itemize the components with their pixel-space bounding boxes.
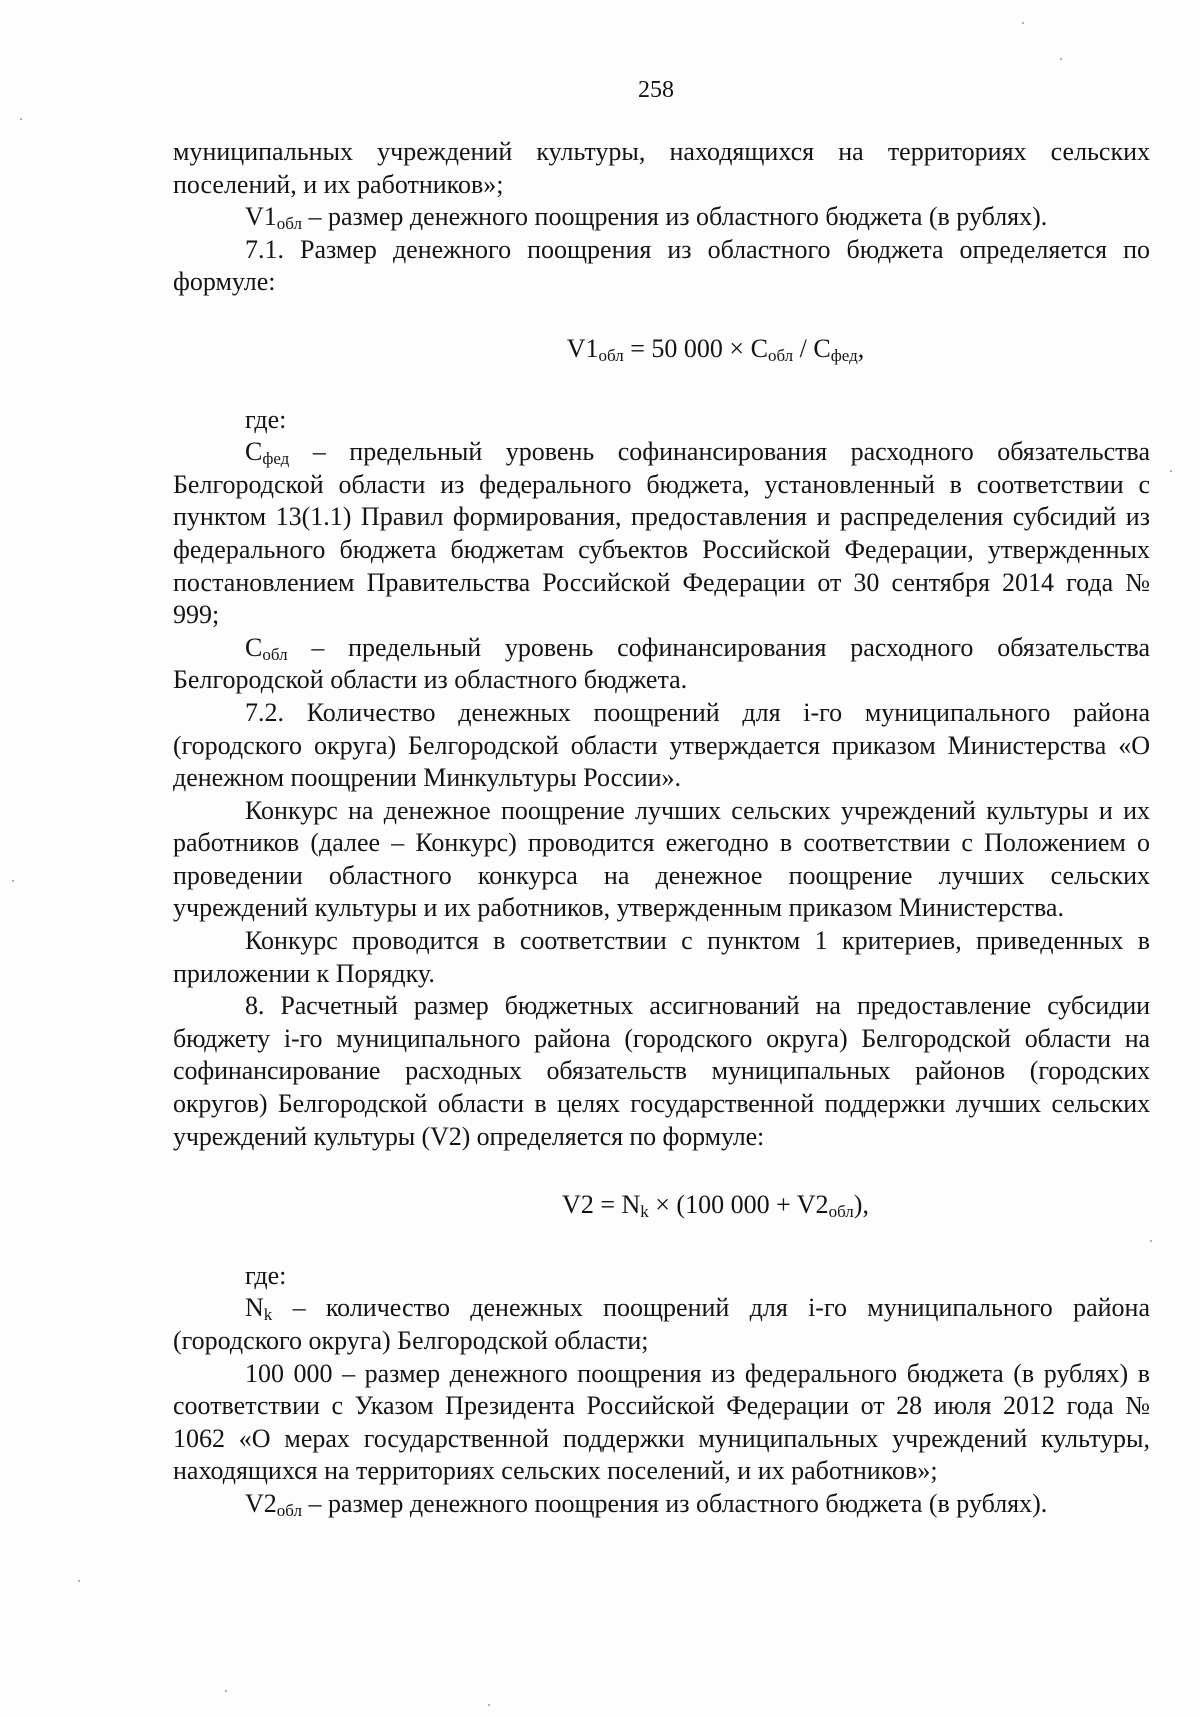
scan-speck bbox=[1060, 58, 1062, 60]
document-body bbox=[173, 136, 1150, 1521]
paragraph-7-1: 7.1. Размер денежного поощрения из областного бюджета определяется по формуле: bbox=[173, 234, 1150, 297]
formula2-mid: × (100 000 + V2 bbox=[648, 1190, 829, 1220]
scan-speck bbox=[1170, 470, 1172, 472]
federal-amount-definition: 100 000 – размер денежного поощрения из федерального бюджета (в рублях) в соответствии с Указом Президента Российской Федерации от 28 июля 2012 года № 1062 «О мерах государственной поддержки муниципальных учреждений культуры, находящихся на территориях сельских поселений, и их работников»; bbox=[173, 1358, 1150, 1486]
scan-speck bbox=[78, 1580, 80, 1582]
n-k-definition-text: – количество денежных поощрений для i-го муниципального района (городского округа) Белгородской области; bbox=[173, 1293, 1150, 1355]
scan-speck bbox=[488, 1704, 490, 1706]
n-k-symbol: N bbox=[245, 1293, 264, 1323]
formula1-mid: = 50 000 × С bbox=[623, 333, 768, 363]
where-label-1: где: bbox=[245, 404, 287, 434]
v1-subscript: обл bbox=[276, 214, 302, 234]
formula1-right-sub: фед bbox=[830, 345, 858, 365]
formula-v1-obl bbox=[173, 333, 1150, 366]
formula1-end: , bbox=[857, 333, 865, 363]
paragraph-7-2: 7.2. Количество денежных поощрений для i-го муниципального района (городского округа) Белгородской области утверждается приказом Министерства «О денежном поощрении Минкультуры России». bbox=[173, 697, 1150, 793]
v1-symbol: V1 bbox=[245, 202, 277, 232]
scan-speck bbox=[225, 1690, 227, 1692]
paragraph-8: 8. Расчетный размер бюджетных ассигнований на предоставление субсидии бюджету i-го муниципального района (городского округа) Белгородской области на софинансирование расходных обязательств муниципальных районов (городских округов) Белгородской области в целях государственной поддержки лучших сельских учреждений культуры (V2) определяется по формуле: bbox=[173, 991, 1150, 1151]
formula2-left-sub: k bbox=[640, 1202, 649, 1222]
c-obl-definition-text: – предельный уровень софинансирования расходного обязательства Белгородской области из областного бюджета. bbox=[173, 632, 1150, 695]
v2-symbol: V2 bbox=[245, 1488, 277, 1518]
formula-v2 bbox=[173, 1189, 1150, 1222]
c-fed-subscript: фед bbox=[262, 449, 290, 469]
v2-subscript: обл bbox=[276, 1500, 302, 1520]
scan-speck bbox=[20, 118, 22, 120]
v1-obl-definition bbox=[173, 201, 1150, 234]
c-fed-definition bbox=[173, 436, 1150, 632]
page-number: 258 bbox=[638, 77, 674, 103]
scan-speck bbox=[12, 880, 14, 882]
formula2-left: V2 = N bbox=[562, 1190, 641, 1220]
contest-paragraph: Конкурс на денежное поощрение лучших сельских учреждений культуры и их работников (далее – Конкурс) проводится ежегодно в соответствии с Положением о проведении областного конкурса на денежное поощрение лучших сельских учреждений культуры и их работников, утвержденным приказом Министерства. bbox=[173, 795, 1150, 923]
c-fed-definition-text: – предельный уровень софинансирования расходного обязательства Белгородской области из федерального бюджета, установленный в соответствии с пунктом 13(1.1) Правил формирования, предоставления и распределения субсидий из федерального бюджета бюджетам субъектов Российской Федерации, утвержденных постановлением Правительства Российской Федерации от 30 сентября 2014 года № 999; bbox=[173, 437, 1150, 630]
n-k-definition bbox=[173, 1292, 1150, 1357]
v2-obl-definition bbox=[173, 1488, 1150, 1521]
v1-definition-text: – размер денежного поощрения из областного бюджета (в рублях). bbox=[302, 202, 1048, 232]
n-k-subscript: k bbox=[263, 1305, 273, 1325]
formula1-left-sub: обл bbox=[598, 345, 624, 365]
c-obl-symbol: С bbox=[245, 632, 263, 662]
formula2-end: ), bbox=[853, 1190, 869, 1220]
where-label-2: где: bbox=[245, 1260, 287, 1290]
formula1-slash: / С bbox=[793, 333, 831, 363]
contest-criteria-paragraph: Конкурс проводится в соответствии с пунктом 1 критериев, приведенных в приложении к Порядку. bbox=[173, 926, 1150, 988]
c-fed-symbol: С bbox=[245, 437, 263, 467]
c-obl-definition bbox=[173, 632, 1150, 697]
formula1-mid-sub: обл bbox=[767, 345, 794, 365]
formula2-mid-sub: обл bbox=[828, 1202, 854, 1222]
scan-speck bbox=[1022, 22, 1024, 24]
continuation-paragraph: муниципальных учреждений культуры, находящихся на территориях сельских поселений, и их работников»; bbox=[173, 137, 1150, 199]
v2-definition-text: – размер денежного поощрения из областного бюджета (в рублях). bbox=[302, 1488, 1048, 1518]
c-obl-subscript: обл bbox=[262, 644, 288, 664]
scan-speck bbox=[1150, 1240, 1152, 1242]
formula1-left: V1 bbox=[566, 333, 599, 363]
